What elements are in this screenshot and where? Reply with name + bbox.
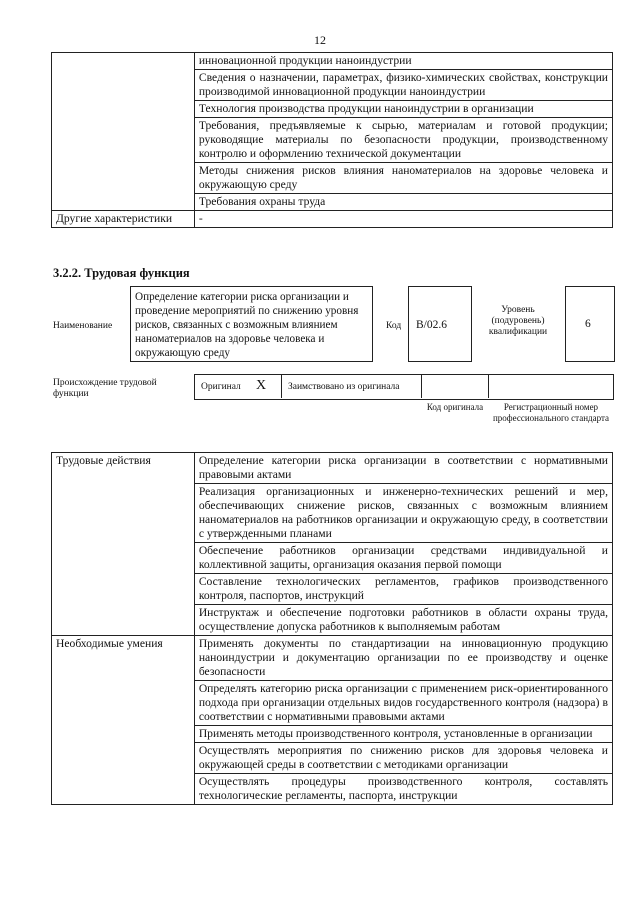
code-value: B/02.6	[416, 319, 447, 331]
table-cell: Осуществлять мероприятия по снижению рисков для здоровья человека и окружающей среды в соответствии с методиками организации	[194, 743, 612, 774]
origin-label: Происхождение трудовой функции	[53, 378, 157, 399]
table-cell: Обеспечение работников организации средствами индивидуальной и коллективной защиты, организация оказания первой помощи	[194, 543, 612, 574]
table-cell: Определять категорию риска организации с применением риск-ориентированного подхода при организации отдельных видов государственного контроля (надзора) в соответствии с нормативными правовыми актами	[194, 681, 612, 726]
table-cell: Технология производства продукции наноиндустрии в организации	[194, 101, 612, 118]
table-cell: Методы снижения рисков влияния наноматериалов на здоровье человека и окружающую среду	[194, 163, 612, 194]
table-cell: Требования, предъявляемые к сырью, материалам и готовой продукции; руководящие материалы по безопасности продукции, производственному контролю и оформлению технической документации	[194, 118, 612, 163]
level-value: 6	[585, 318, 591, 330]
top-table	[51, 52, 613, 228]
level-label: Уровень (подуровень) квалификации	[488, 305, 548, 337]
table-cell: Инструктаж и обеспечение подготовки работников в области охраны труда, осуществление допуска работников к выполняемым работам	[194, 605, 612, 636]
table-cell: Применять методы производственного контроля, установленные в организации	[194, 726, 612, 743]
table-cell: инновационной продукции наноиндустрии	[194, 53, 612, 70]
other-characteristics-label: Другие характеристики	[52, 211, 195, 228]
borrowed-label: Заимствовано из оригинала	[288, 382, 400, 392]
table-cell: Сведения о назначении, параметрах, физико-химических свойствах, конструкции производимой инновационной продукции наноиндустрии	[194, 70, 612, 101]
section-title-actions: Трудовые действия	[52, 453, 195, 636]
section-title-skills: Необходимые умения	[52, 636, 195, 805]
code-label: Код	[386, 321, 402, 331]
other-characteristics-value: -	[194, 211, 612, 228]
section-heading: 3.2.2. Трудовая функция	[53, 266, 190, 280]
table-cell: Применять документы по стандартизации на инновационную продукцию наноиндустрии и документацию организации по ее производству и оценке безопасности	[194, 636, 612, 681]
function-name-value: Определение категории риска организации и проведение мероприятий по снижению уровня рисков, связанных с возможным влиянием наноматериалов на здоровье человека и окружающую среду	[135, 291, 359, 359]
original-mark: X	[256, 378, 267, 393]
table-cell: Осуществлять процедуры производственного контроля, составлять технологические регламенты, паспорта, инструкции	[194, 774, 612, 805]
table-cell: Определение категории риска организации в соответствии с нормативными правовыми актами	[194, 453, 612, 484]
code-original-caption: Код оригинала	[426, 402, 484, 412]
origin-divider-3	[488, 374, 489, 398]
name-label: Наименование	[53, 321, 113, 331]
table-cell: Составление технологических регламентов, графиков производственного контроля, паспортов, инструкций	[194, 574, 612, 605]
table-cell: Реализация организационных и инженерно-технических решений и мер, обеспечивающих снижение рисков, связанных с возможным влиянием наноматериалов на работников организации и окружающую среду, в соответствии с утвержденными планами	[194, 484, 612, 543]
main-table	[51, 452, 613, 805]
table-row	[52, 636, 613, 681]
table-row	[52, 211, 613, 228]
origin-divider-1	[281, 374, 282, 398]
page-number: 12	[314, 33, 326, 47]
origin-divider-2	[421, 374, 422, 398]
table-row	[52, 53, 613, 70]
reg-number-caption: Регистрационный номер профессионального стандарта	[492, 402, 610, 423]
table-row	[52, 453, 613, 484]
table-cell-empty	[52, 53, 195, 211]
table-cell: Требования охраны труда	[194, 194, 612, 211]
original-label: Оригинал	[201, 382, 241, 392]
